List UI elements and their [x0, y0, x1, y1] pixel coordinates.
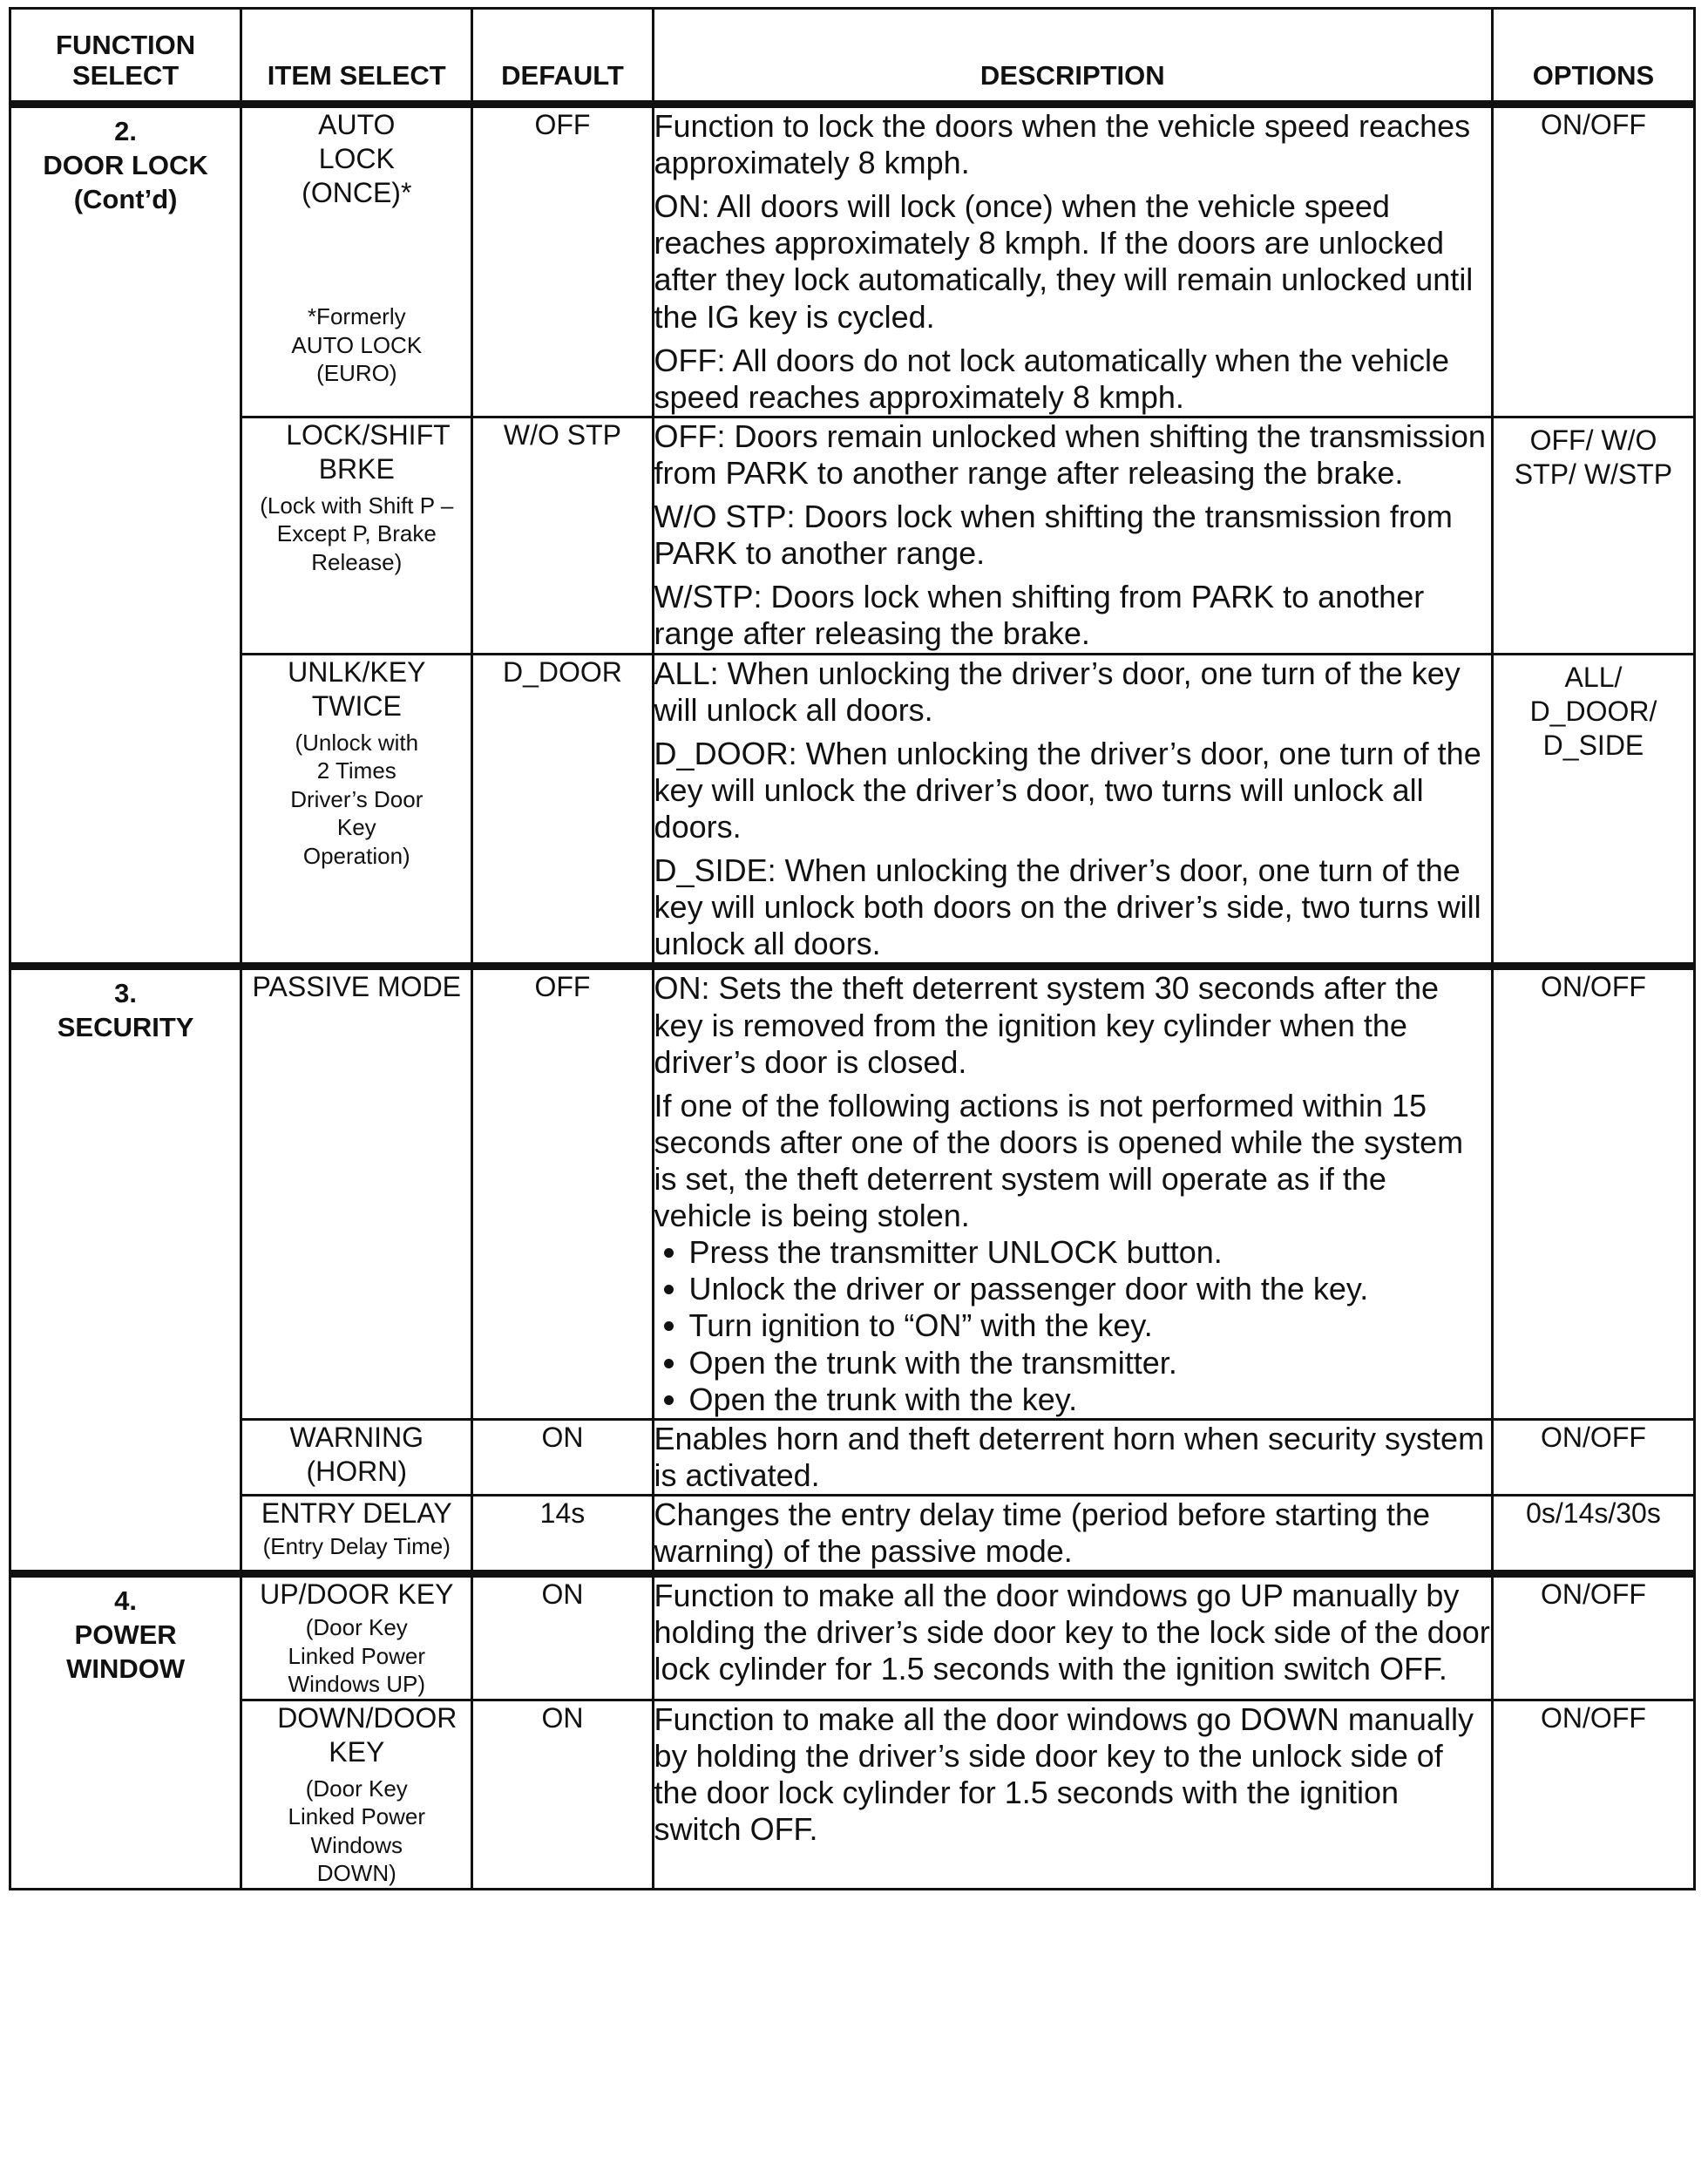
description-text: W/O STP: Doors lock when shifting the transmission from PARK to another range.: [654, 499, 1453, 572]
options-value: ON/OFF: [1492, 1419, 1694, 1495]
options-value: ALL/ D_DOOR/ D_SIDE: [1492, 654, 1694, 967]
description-text: Changes the entry delay time (period before starting the warning) of the passive mode.: [654, 1496, 1431, 1570]
list-item: • Open the trunk with the transmitter.: [689, 1345, 1491, 1381]
description-cell: [653, 1700, 1492, 1889]
description-text: Enables horn and theft deterrent horn when security system is activated.: [654, 1420, 1485, 1493]
table-row: [10, 105, 1695, 417]
default-value: ON: [472, 1574, 653, 1700]
list-item: • Open the trunk with the key.: [689, 1381, 1491, 1418]
default-value: ON: [472, 1700, 653, 1889]
function-table: [9, 7, 1696, 1890]
action-list: [654, 1234, 1491, 1418]
function-number: 2.: [114, 116, 138, 146]
description-text: ALL: When unlocking the driver’s door, one turn of the key will unlock all doors.: [654, 655, 1461, 728]
item-cell: [241, 1700, 472, 1889]
table-row: [10, 1574, 1695, 1700]
item-cell: [241, 1574, 472, 1700]
table-row: [10, 967, 1695, 1419]
description-text: Function to make all the door windows go UP manually by holding the driver’s side door key to the lock side of the door lock cylinder for 1.5 seconds with the ignition switch OFF.: [654, 1578, 1490, 1687]
function-name: SECURITY: [57, 1012, 194, 1043]
item-name: UNLK/KEY TWICE: [288, 655, 426, 722]
description-cell: [653, 1495, 1492, 1573]
function-name: POWER WINDOW: [66, 1619, 186, 1684]
default-value: ON: [472, 1419, 653, 1495]
header-row: [10, 9, 1695, 105]
description-text: W/STP: Doors lock when shifting from PARK to another range after releasing the brake.: [654, 579, 1425, 652]
item-name: PASSIVE MODE: [252, 971, 462, 1003]
description-text: ON: Sets the theft deterrent system 30 seconds after the key is removed from the ignition key cylinder when the driver’s door is closed.: [654, 970, 1440, 1080]
item-name: AUTO LOCK (ONCE)*: [302, 109, 412, 209]
header-item-select: ITEM SELECT: [241, 9, 472, 105]
default-value: OFF: [472, 967, 653, 1419]
default-value: W/O STP: [472, 417, 653, 654]
item-cell: [241, 417, 472, 654]
list-item: • Press the transmitter UNLOCK button.: [689, 1234, 1491, 1271]
item-name: ENTRY DELAY: [261, 1497, 452, 1529]
table-row: [10, 1419, 1695, 1495]
description-cell: [653, 967, 1492, 1419]
header-description: DESCRIPTION: [653, 9, 1492, 105]
function-power-window: [10, 1574, 241, 1890]
description-text: OFF: Doors remain unlocked when shifting the transmission from PARK to another range after releasing the brake.: [654, 417, 1486, 491]
list-item: • Unlock the driver or passenger door with the key.: [689, 1271, 1491, 1307]
item-cell: [241, 967, 472, 1419]
default-value: D_DOOR: [472, 654, 653, 967]
description-text: D_DOOR: When unlocking the driver’s door, one turn of the key will unlock the driver’s door, two turns will unlock all doors.: [654, 735, 1481, 845]
item-name: LOCK/SHIFT BRKE: [286, 418, 451, 485]
table-row: [10, 1495, 1695, 1573]
description-text: OFF: All doors do not lock automatically when the vehicle speed reaches approximately 8 kmph.: [654, 342, 1449, 415]
item-cell: [241, 1495, 472, 1573]
options-value: ON/OFF: [1492, 1700, 1694, 1889]
default-value: 14s: [472, 1495, 653, 1573]
function-door-lock: [10, 105, 241, 967]
item-name: UP/DOOR KEY: [260, 1578, 454, 1611]
description-cell: [653, 105, 1492, 417]
header-options: OPTIONS: [1492, 9, 1694, 105]
header-function-select: FUNCTION SELECT: [10, 9, 241, 105]
description-text: D_SIDE: When unlocking the driver’s door, one turn of the key will unlock both doors on the driver’s side, two turns will unlock all doors.: [654, 852, 1481, 962]
item-note: (Lock with Shift P – Except P, Brake Release): [260, 492, 454, 575]
item-note: (Entry Delay Time): [262, 1532, 451, 1559]
description-text: If one of the following actions is not performed within 15 seconds after one of the doors is opened while the system is set, the theft deterrent system will operate as if the vehicle is being stolen.: [654, 1087, 1464, 1234]
options-value: 0s/14s/30s: [1492, 1495, 1694, 1573]
item-note: (Door Key Linked Power Windows DOWN): [288, 1775, 426, 1887]
options-value: ON/OFF: [1492, 1574, 1694, 1700]
item-note: *Formerly AUTO LOCK (EURO): [291, 303, 423, 387]
description-cell: [653, 1574, 1492, 1700]
options-value: ON/OFF: [1492, 105, 1694, 417]
description-cell: [653, 417, 1492, 654]
function-name: DOOR LOCK: [43, 149, 208, 180]
description-cell: [653, 654, 1492, 967]
item-cell: [241, 1419, 472, 1495]
function-security: [10, 967, 241, 1574]
item-name: DOWN/DOOR KEY: [277, 1701, 458, 1768]
item-cell: [241, 654, 472, 967]
list-item: • Turn ignition to “ON” with the key.: [689, 1307, 1491, 1344]
function-number: 4.: [114, 1585, 138, 1617]
description-text: Function to make all the door windows go DOWN manually by holding the driver’s side door key to the unlock side of the door lock cylinder for 1.5 seconds with the ignition switch OFF.: [654, 1700, 1474, 1848]
header-default: DEFAULT: [472, 9, 653, 105]
item-name: WARNING (HORN): [289, 1421, 424, 1487]
item-note: (Door Key Linked Power Windows UP): [288, 1614, 426, 1698]
item-note: (Unlock with 2 Times Driver’s Door Key Operation): [290, 729, 424, 869]
table-row: [10, 417, 1695, 654]
options-value: ON/OFF: [1492, 967, 1694, 1419]
options-value: OFF/ W/O STP/ W/STP: [1492, 417, 1694, 654]
function-number: 3.: [114, 978, 138, 1009]
description-text: ON: All doors will lock (once) when the vehicle speed reaches approximately 8 kmph. If the doors are unlocked after they lock automatically, they will remain unlocked until the IG key is cycled.: [654, 188, 1474, 335]
description-cell: [653, 1419, 1492, 1495]
table-row: [10, 654, 1695, 967]
table-row: [10, 1700, 1695, 1889]
description-text: Function to lock the doors when the vehicle speed reaches approximately 8 kmph.: [654, 108, 1471, 181]
function-suffix: (Cont’d): [73, 183, 178, 214]
default-value: OFF: [472, 105, 653, 417]
item-cell: [241, 105, 472, 417]
